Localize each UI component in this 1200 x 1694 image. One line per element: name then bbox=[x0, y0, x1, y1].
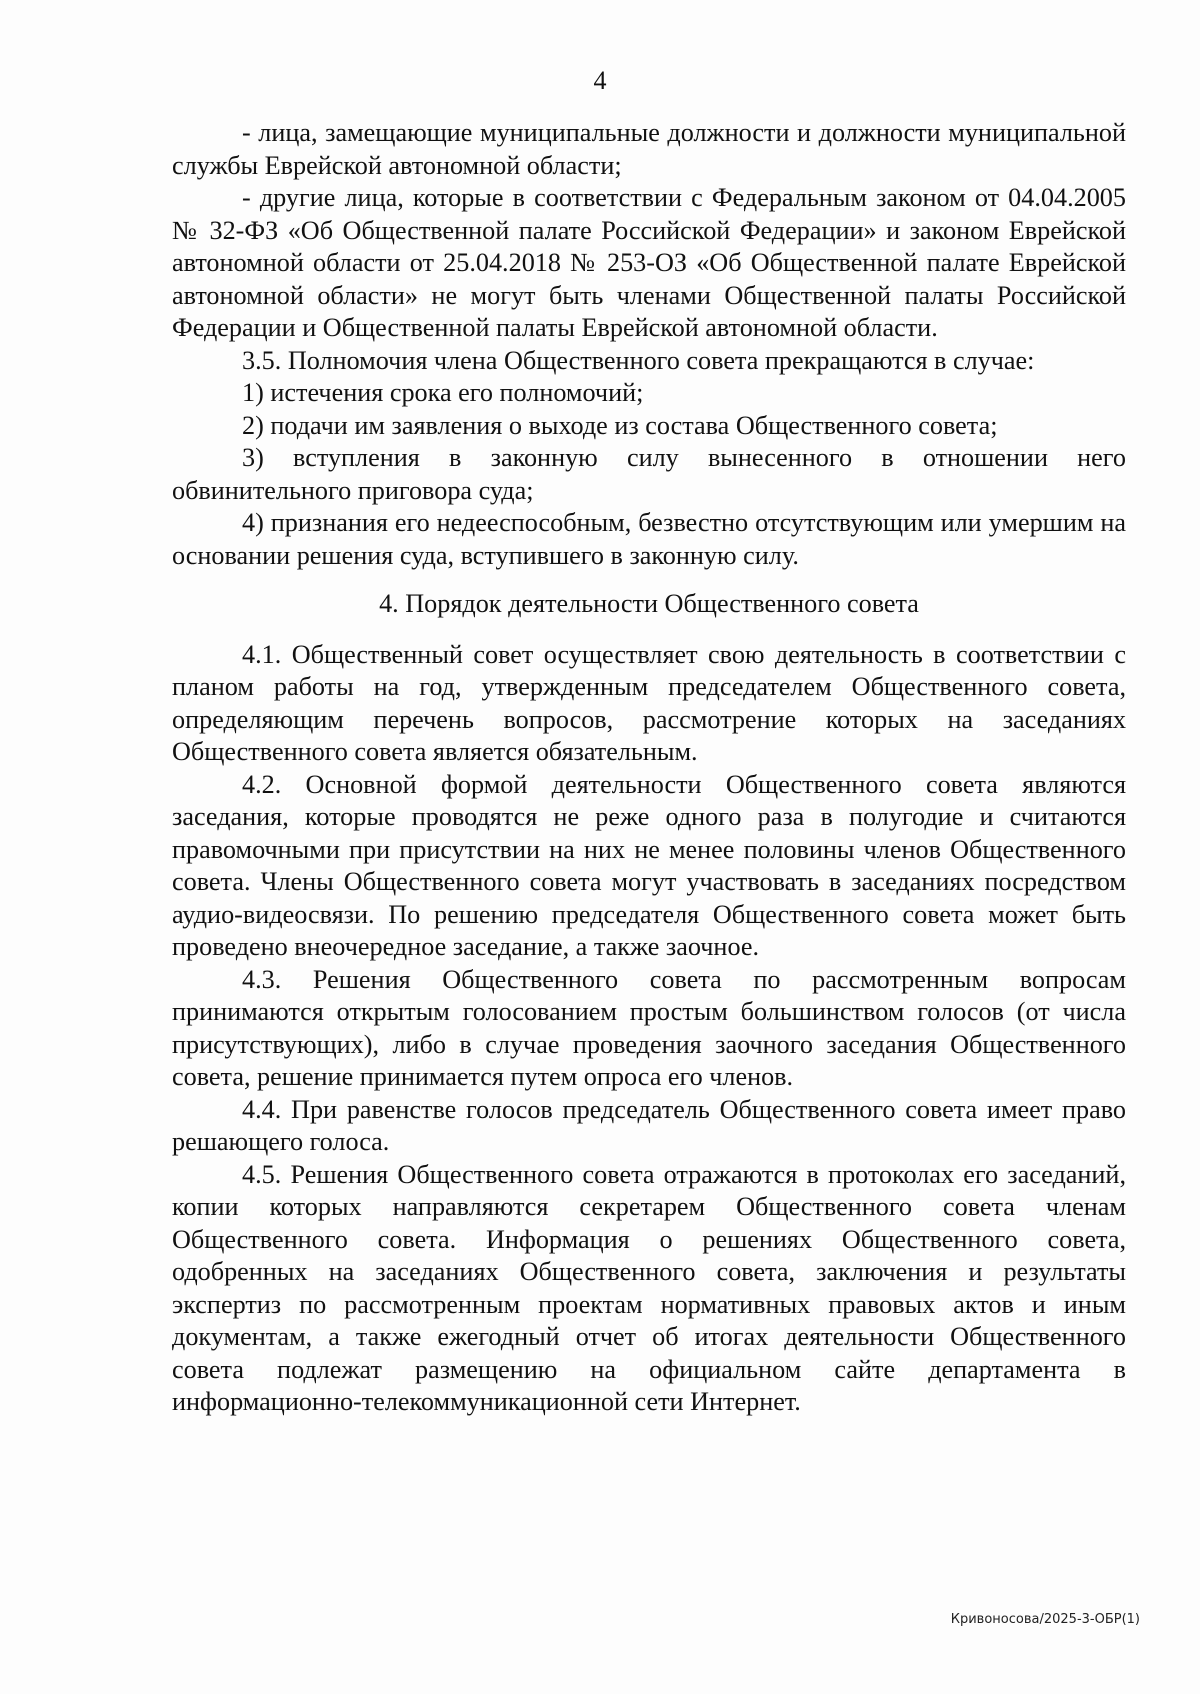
paragraph-3-5-item-4: 4) признания его недееспособным, безвестно отсутствующим или умершим на основании решения суда, вступившего в законную силу. bbox=[172, 508, 1126, 570]
footer-reference: Кривоносова/2025-3-ОБР(1) bbox=[950, 1612, 1140, 1627]
paragraph-4-5: 4.5. Решения Общественного совета отражаются в протоколах его заседаний, копии которых направляются секретарем Общественного совета членам Общественного совета. Информация о решениях Общественного совета, одобренных на заседаниях Общественного совета, заключения и результаты экспертиз по рассмотренным проектам нормативных правовых актов и иным документам, а также ежегодный отчет об итогах деятельности Общественного совета подлежат размещению на официальном сайте департамента в информационно-телекоммуникационной сети Интернет. bbox=[172, 1159, 1126, 1416]
paragraph-other-persons: - другие лица, которые в соответствии с Федеральным законом от 04.04.2005 № 32-ФЗ «Об Общественной палате Российской Федерации» и законом Еврейской автономной области от 25.04.2018 № 253-ОЗ «Об Общественной палате Еврейской автономной области» не могут быть членами Общественной палаты Российской Федерации и Общественной палаты Еврейской автономной области. bbox=[172, 183, 1126, 342]
document-body bbox=[172, 117, 1126, 1419]
paragraph-3-5-item-1: 1) истечения срока его полномочий; bbox=[242, 378, 644, 407]
page-number: 4 bbox=[593, 66, 607, 95]
paragraph-3-5: 3.5. Полномочия члена Общественного совета прекращаются в случае: bbox=[242, 345, 1035, 375]
paragraph-4-1: 4.1. Общественный совет осуществляет свою деятельность в соответствии с планом работы на год, утвержденным председателем Общественного совета, определяющим перечень вопросов, рассмотрение которых на заседаниях Общественного совета является обязательным. bbox=[172, 639, 1126, 766]
paragraph-4-4: 4.4. При равенстве голосов председатель Общественного совета имеет право решающего голоса. bbox=[172, 1094, 1126, 1156]
paragraph-3-5-item-3: 3) вступления в законную силу вынесенного в отношении него обвинительного приговора суда; bbox=[172, 443, 1126, 505]
section-heading: 4. Порядок деятельности Общественного совета bbox=[379, 589, 919, 618]
paragraph-officials: - лица, замещающие муниципальные должности и должности муниципальной службы Еврейской автономной области; bbox=[172, 118, 1126, 180]
paragraph-3-5-item-2: 2) подачи им заявления о выходе из состава Общественного совета; bbox=[242, 410, 998, 440]
paragraph-4-2: 4.2. Основной формой деятельности Общественного совета являются заседания, которые проводятся не реже одного раза в полугодие и считаются правомочными при присутствии на них не менее половины членов Общественного совета. Члены Общественного совета могут участвовать в заседаниях посредством аудио-видеосвязи. По решению председателя Общественного совета может быть проведено внеочередное заседание, а также заочное. bbox=[172, 769, 1126, 961]
paragraph-4-3: 4.3. Решения Общественного совета по рассмотренным вопросам принимаются открытым голосованием простым большинством голосов (от числа присутствующих), либо в случае проведения заочного заседания Общественного совета, решение принимается путем опроса его членов. bbox=[172, 964, 1126, 1091]
